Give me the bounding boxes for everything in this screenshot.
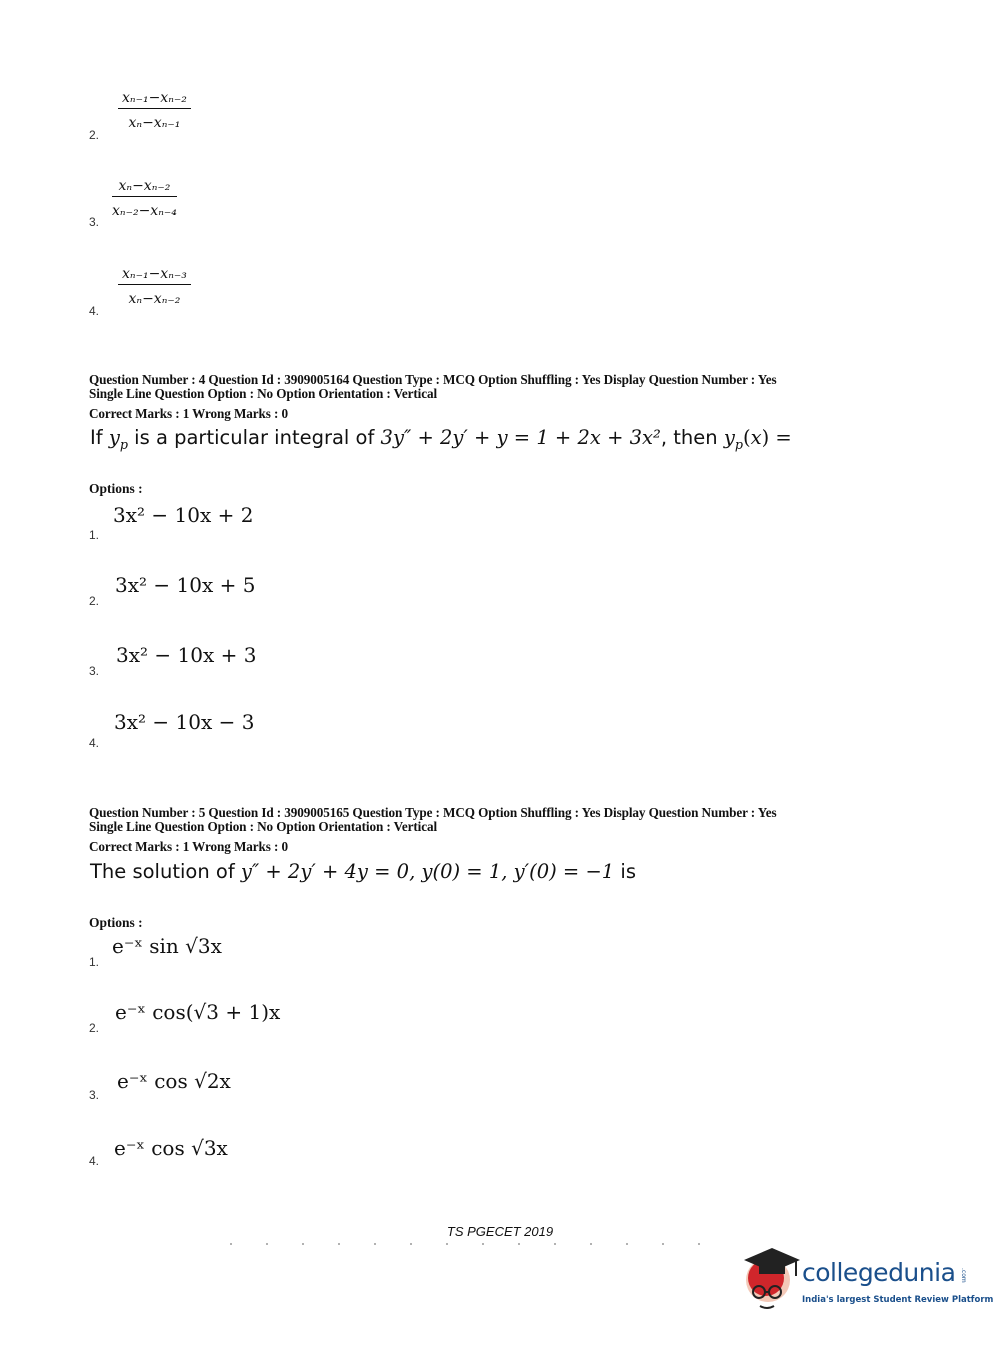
text-suffix: is (620, 860, 636, 883)
options-label: Options : (89, 481, 143, 496)
question-text (90, 860, 636, 883)
footer-dotted-rule (230, 1240, 710, 1248)
question-meta-line1: Question Number : 5 Question Id : 3909005165 Question Type : MCQ Option Shuffling : Yes Display Question Number : Yes (89, 805, 777, 820)
question-marks: Correct Marks : 1 Wrong Marks : 0 (89, 839, 289, 854)
option-expression: e⁻ˣ cos √2x (117, 1069, 231, 1093)
option-expression: e⁻ˣ cos √3x (114, 1136, 228, 1160)
text-prefix: The solution of (90, 860, 235, 883)
footer-exam-name: TS PGECET 2019 (446, 1224, 554, 1239)
math-yp-x: $y_p(x)$ = (723, 426, 792, 452)
option-expression: 3x² − 10x + 5 (115, 573, 256, 597)
collegedunia-logo (742, 1244, 994, 1316)
option-number: 1. (89, 528, 100, 542)
question-meta-line1: Question Number : 4 Question Id : 3909005164 Question Type : MCQ Option Shuffling : Yes Display Question Number : Yes (89, 372, 777, 387)
option-expression: e⁻ˣ cos(√3 + 1)x (115, 1000, 281, 1024)
option-number: 2. (89, 594, 100, 608)
numerator: xₙ₋₁−xₙ₋₃ (118, 266, 191, 285)
option-number: 2. (89, 1021, 100, 1035)
brand-name: collegedunia (802, 1258, 956, 1287)
option-number: 4. (89, 1154, 100, 1168)
brand-tagline: India's largest Student Review Platform (802, 1295, 994, 1305)
options-label: Options : (89, 915, 143, 930)
math-yp: $y_p$ (108, 426, 128, 452)
option-expression: e⁻ˣ sin √3x (112, 934, 222, 958)
equation: y″ + 2y′ + 4y = 0, y(0) = 1, y′(0) = −1 (240, 860, 615, 883)
denominator: xₙ−xₙ₋₁ (128, 115, 181, 131)
text-prefix: If (90, 426, 103, 449)
fraction (118, 266, 191, 307)
option-number: 4. (89, 304, 100, 318)
text-then: , then (660, 426, 718, 449)
denominator: xₙ₋₂−xₙ₋₄ (112, 203, 177, 219)
denominator: xₙ−xₙ₋₂ (128, 291, 181, 307)
graduation-cap-icon (742, 1244, 802, 1316)
option-number: 3. (89, 664, 100, 678)
option-expression: 3x² − 10x − 3 (114, 710, 255, 734)
option-number: 3. (89, 1088, 100, 1102)
fraction (112, 178, 177, 219)
fraction (118, 90, 191, 131)
option-expression: 3x² − 10x + 2 (113, 503, 254, 527)
option-number: 1. (89, 955, 100, 969)
option-number: 4. (89, 736, 100, 750)
option-number: 2. (89, 128, 100, 142)
text-mid: is a particular integral of (134, 426, 375, 449)
numerator: xₙ−xₙ₋₂ (112, 178, 177, 197)
question-meta-line2: Single Line Question Option : No Option Orientation : Vertical (89, 819, 438, 834)
numerator: xₙ₋₁−xₙ₋₂ (118, 90, 191, 109)
question-meta-line2: Single Line Question Option : No Option Orientation : Vertical (89, 386, 438, 401)
question-text (90, 426, 792, 452)
question-marks: Correct Marks : 1 Wrong Marks : 0 (89, 406, 289, 421)
brand-domain: .com (960, 1268, 967, 1283)
option-number: 3. (89, 215, 100, 229)
option-expression: 3x² − 10x + 3 (116, 643, 257, 667)
equation: 3y″ + 2y′ + y = 1 + 2x + 3x² (380, 426, 661, 449)
